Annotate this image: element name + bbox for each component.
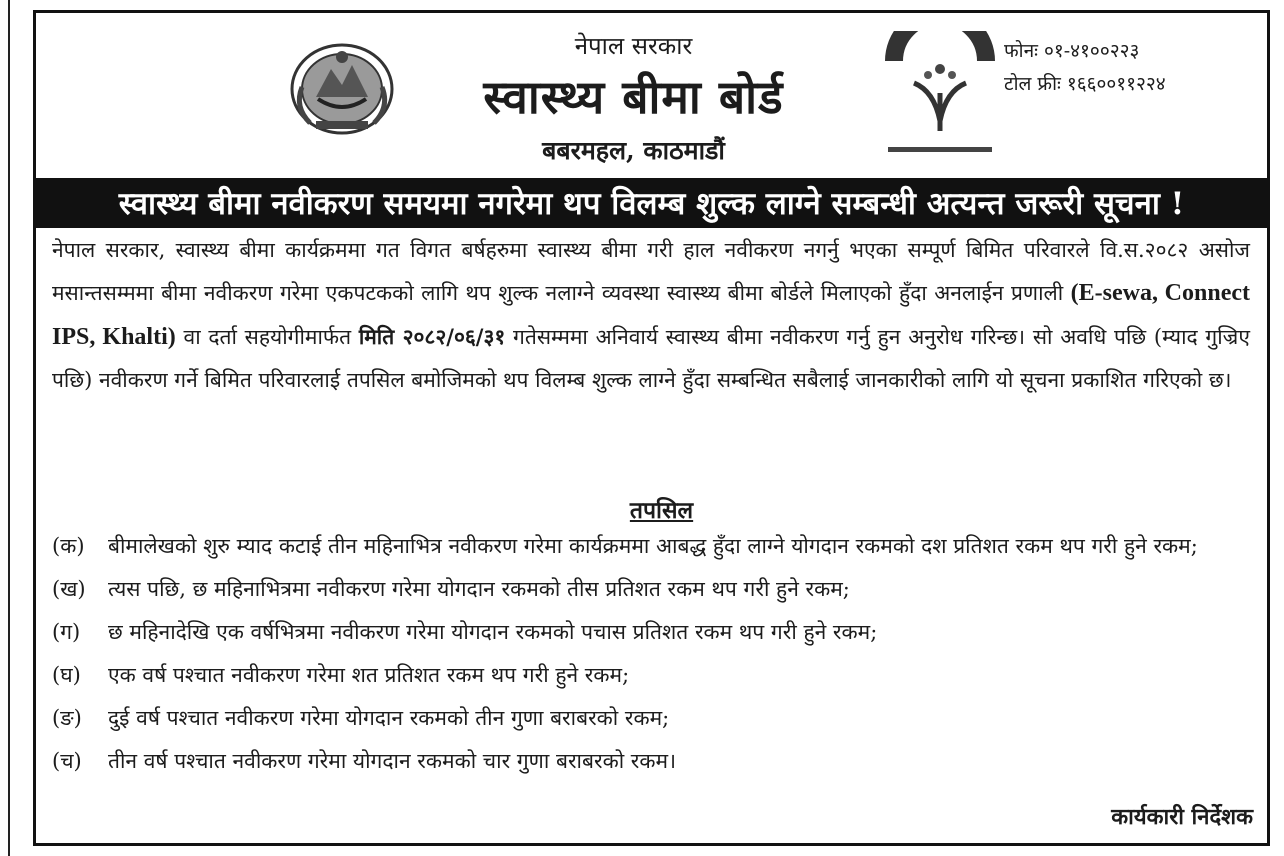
public-notice (33, 10, 1270, 846)
item-text: एक वर्ष पश्चात नवीकरण गरेमा शत प्रतिशत रकम थप गरी हुने रकम; (108, 663, 630, 687)
online-systems-text: (E-sewa, Connect IPS, Khalti) (52, 280, 1250, 350)
notice-header (36, 13, 1267, 178)
item-text: दुई वर्ष पश्चात नवीकरण गरेमा योगदान रकमको तीन गुणा बराबरको रकम; (108, 706, 670, 730)
item-marker: (च) (52, 749, 82, 773)
item-marker: (ग) (52, 620, 81, 644)
deadline-date: मिति २०८२/०६/३१ (358, 324, 506, 349)
list-item (52, 611, 1252, 654)
notice-body-paragraph (52, 229, 1250, 402)
item-marker: (क) (52, 534, 85, 558)
list-item (52, 568, 1252, 611)
organization-title: स्वास्थ्य बीमा बोर्ड (483, 70, 784, 124)
item-text: बीमालेखको शुरु म्याद कटाई तीन महिनाभित्र नवीकरण गरेमा कार्यक्रममा आबद्ध हुँदा लाग्ने योगदान रकमको दश प्रतिशत रकम थप गरी हुने रकम; (108, 534, 1198, 558)
item-text: छ महिनादेखि एक वर्षभित्रमा नवीकरण गरेमा योगदान रकमको पचास प्रतिशत रकम थप गरी हुने रकम; (108, 620, 878, 644)
list-item (52, 740, 1252, 783)
notice-title-banner: स्वास्थ्य बीमा नवीकरण समयमा नगरेमा थप विलम्ब शुल्क लाग्ने सम्बन्धी अत्यन्त जरूरी सूचना ! (36, 178, 1267, 228)
logo-caption-text: सर्वसुलभ स्वास्थ्य बीमा (907, 46, 973, 55)
toll-free-number: टोल फ्रीः १६६००११२२४ (1004, 73, 1166, 95)
item-marker: (ङ) (52, 706, 82, 730)
list-item (52, 697, 1252, 740)
body-text-part2: वा दर्ता सहयोगीमार्फत (183, 325, 352, 349)
schedule-list (52, 525, 1252, 783)
list-item (52, 654, 1252, 697)
health-insurance-board-logo (884, 31, 996, 156)
item-marker: (घ) (52, 663, 81, 687)
government-name: नेपाल सरकार (574, 32, 693, 60)
body-text-part3: गतेसम्ममा अनिवार्य स्वास्थ्य बीमा नवीकरण गर्नु हुन अनुरोध गरिन्छ। सो अवधि पछि (म्याद गुज्रिए पछि) नवीकरण गर्ने बिमित परिवारलाई तपसिल बमोजिमको थप विलम्ब शुल्क लाग्ने हुँदा सम्बन्धित सबैलाई जानकारीको लागि यो सूचना प्रकाशित गरिएको छ। (52, 325, 1250, 392)
list-item (52, 525, 1252, 568)
item-text: तीन वर्ष पश्चात नवीकरण गरेमा योगदान रकमको चार गुणा बराबरको रकम। (108, 749, 677, 773)
organization-address: बबरमहल, काठमाडौं (542, 136, 725, 165)
signatory-title: कार्यकारी निर्देशक (1111, 804, 1253, 830)
page-edge-rule (8, 0, 10, 856)
schedule-heading: तपसिल (629, 497, 694, 524)
item-marker: (ख) (52, 577, 86, 601)
item-text: त्यस पछि, छ महिनाभित्रमा नवीकरण गरेमा योगदान रकमको तीस प्रतिशत रकम थप गरी हुने रकम; (108, 577, 850, 601)
phone-number: फोनः ०१-४१००२२३ (1004, 40, 1140, 62)
body-text-part1: नेपाल सरकार, स्वास्थ्य बीमा कार्यक्रममा गत विगत बर्षहरुमा स्वास्थ्य बीमा गरी हाल नवीकरण नगर्नु भएका सम्पूर्ण बिमित परिवारले वि.स.२०८२ असोज मसान्तसम्ममा बीमा नवीकरण गरेमा एकपटकको लागि थप शुल्क नलाग्ने व्यवस्था स्वास्थ्य बीमा बोर्डले मिलाएको हुँदा अनलाईन प्रणाली (52, 238, 1250, 305)
contact-info (1004, 35, 1166, 101)
